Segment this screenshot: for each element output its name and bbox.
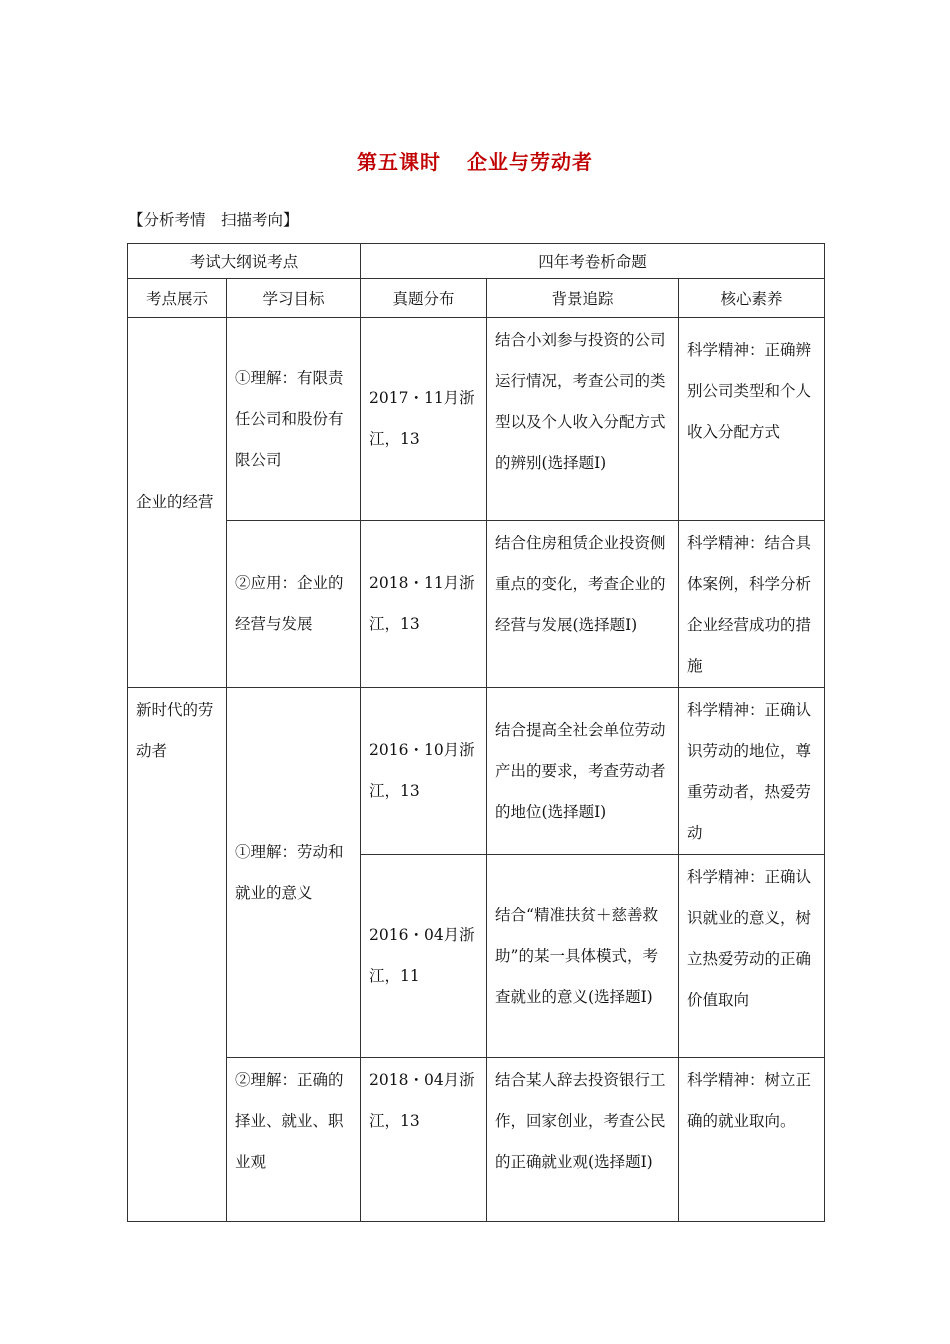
topic-text: 企业的经营	[136, 493, 214, 511]
topic-cell	[128, 688, 227, 1222]
literacy-cell	[679, 688, 825, 855]
goal-cell	[227, 521, 361, 688]
literacy-cell	[679, 1058, 825, 1222]
exam-cell	[361, 1058, 487, 1222]
topic-text: 新时代的劳动者	[136, 701, 214, 760]
background-text: 结合“精准扶贫＋慈善救助”的某一具体模式，考查就业的意义(选择题Ⅰ)	[495, 905, 658, 1006]
exam-analysis-table	[127, 243, 825, 1222]
literacy-text: 科学精神：结合具体案例，科学分析企业经营成功的措施	[687, 534, 812, 675]
exam-text: 2016・04月浙江，11	[369, 926, 475, 985]
background-cell	[487, 688, 679, 855]
background-text: 结合提高全社会单位劳动产出的要求，考查劳动者的地位(选择题Ⅰ)	[495, 720, 666, 821]
group-header-exams: 四年考卷析命题	[361, 244, 825, 279]
column-header: 背景追踪	[487, 279, 679, 318]
literacy-text: 科学精神：树立正确的就业取向。	[687, 1071, 812, 1130]
exam-cell	[361, 688, 487, 855]
literacy-text: 科学精神：正确认识劳动的地位，尊重劳动者，热爱劳动	[687, 701, 812, 842]
exam-text: 2018・11月浙江，13	[369, 574, 475, 633]
exam-cell	[361, 855, 487, 1058]
section-heading: 【分析考情 扫描考向】	[128, 211, 299, 229]
title-topic: 企业与劳动者	[467, 150, 593, 174]
topic-cell	[128, 318, 227, 688]
exam-text: 2017・11月浙江，13	[369, 389, 475, 448]
exam-cell	[361, 521, 487, 688]
column-header: 真题分布	[361, 279, 487, 318]
title-lesson: 第五课时	[357, 150, 441, 174]
background-cell	[487, 855, 679, 1058]
group-header-syllabus: 考试大纲说考点	[128, 244, 361, 279]
background-text: 结合小刘参与投资的公司运行情况，考查公司的类型以及个人收入分配方式的辨别(选择题Ⅰ)	[495, 331, 666, 472]
exam-text: 2016・10月浙江，13	[369, 741, 475, 800]
column-header: 考点展示	[128, 279, 227, 318]
page-title	[0, 146, 950, 175]
literacy-text: 科学精神：正确辨别公司类型和个人收入分配方式	[687, 341, 812, 441]
goal-cell	[227, 688, 361, 1058]
goal-text: ①理解：有限责任公司和股份有限公司	[235, 368, 344, 469]
background-text: 结合某人辞去投资银行工作，回家创业，考查公民的正确就业观(选择题Ⅰ)	[495, 1071, 666, 1171]
literacy-text: 科学精神：正确认识就业的意义，树立热爱劳动的正确价值取向	[687, 868, 812, 1009]
background-cell	[487, 521, 679, 688]
goal-text: ②应用：企业的经营与发展	[235, 574, 344, 633]
background-text: 结合住房租赁企业投资侧重点的变化，考查企业的经营与发展(选择题Ⅰ)	[495, 534, 666, 634]
column-header: 学习目标	[227, 279, 361, 318]
column-header: 核心素养	[679, 279, 825, 318]
goal-cell	[227, 318, 361, 521]
goal-text: ②理解：正确的择业、就业、职业观	[235, 1071, 344, 1171]
literacy-cell	[679, 521, 825, 688]
exam-text: 2018・04月浙江，13	[369, 1071, 475, 1130]
literacy-cell	[679, 855, 825, 1058]
exam-cell	[361, 318, 487, 521]
background-cell	[487, 1058, 679, 1222]
goal-text: ①理解：劳动和就业的意义	[235, 842, 344, 902]
literacy-cell	[679, 318, 825, 521]
goal-cell	[227, 1058, 361, 1222]
background-cell	[487, 318, 679, 521]
